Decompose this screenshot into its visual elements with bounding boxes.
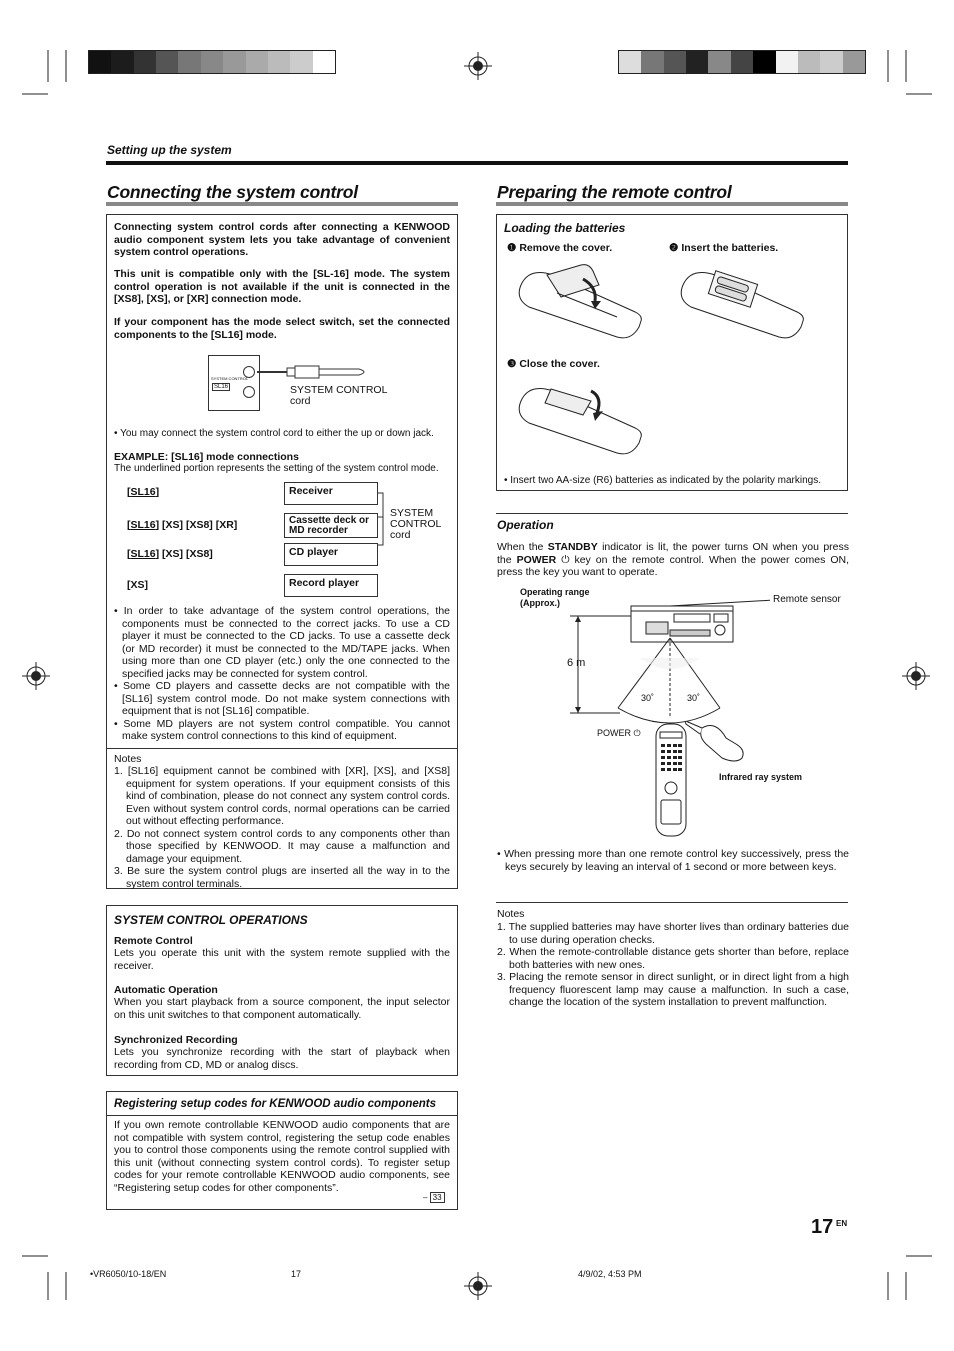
system-control-bracket xyxy=(377,491,387,549)
mode-row-record: [XS] xyxy=(127,579,148,591)
registration-mark-left xyxy=(22,662,50,690)
intro-1: Connecting system control cords after connecting a KENWOOD audio component system lets you take advantage of convenient system control operations. xyxy=(114,221,450,258)
connection-box xyxy=(106,214,458,889)
registration-mark-top xyxy=(464,52,492,80)
op-auto-desc: When you start playback from a source component, the input selector on this unit switches to that component automatically. xyxy=(114,996,450,1021)
reg-text: If you own remote controllable KENWOOD audio components that are not compatible with system control, registering the setup code enables you to control those components using the remote control supplied with this unit (without connecting system control cords). To register setup codes for your remote controllable KENWOOD audio components, see “Registering setup codes for other components”. xyxy=(114,1119,450,1194)
op-text-1: When the xyxy=(497,541,548,553)
mode-row-receiver: [SL16] xyxy=(127,486,160,498)
op-remote-name: Remote Control xyxy=(114,935,193,947)
op-remote-desc: Lets you operate this unit with the system remote supplied with the receiver. xyxy=(114,947,450,972)
infrared-label: Infrared ray system xyxy=(719,772,803,782)
note-item: 1. [SL16] equipment cannot be combined with [XR], [XS], and [XS8] equipment for system operations. If your equipment consists of this kind of combination, please do not connect any system control cords. Even without system control cords, normal operations can be carried out without effecting performance. xyxy=(114,765,450,827)
loading-batteries-box xyxy=(496,214,848,491)
remote-close-cover-illustration xyxy=(517,375,647,455)
reg-page-ref: – 33 xyxy=(423,1193,445,1202)
intro-3: If your component has the mode select switch, set the connected components to the [SL16] mode. xyxy=(114,316,450,341)
intro-2: This unit is compatible only with the [SL-16] mode. The system control operation is not available if the unit is connected in the [XS8], [XS], or [XR] connection mode. xyxy=(114,268,450,305)
bullet-item: • Some CD players and cassette decks are not compatible with the [SL16] system control mode. Do not make system connections with equipment that is not [SL16] compatible. xyxy=(114,680,450,717)
jack-panel xyxy=(208,355,260,411)
note-item: 3. Placing the remote sensor in direct sunlight, or in direct light from a high frequency fluorescent lamp may cause a malfunction. In such a case, change the location of the system installation to prevent malfunction. xyxy=(497,971,849,1008)
range-label-1: Operating range xyxy=(520,587,590,597)
running-head-rule xyxy=(106,161,848,165)
right-notes-rule xyxy=(496,902,848,903)
note-item: 2. When the remote-controllable distance gets shorter than before, replace both batteries with new ones. xyxy=(497,946,849,971)
distance-label: 6 m xyxy=(567,657,586,669)
bullet-item: • In order to take advantage of the system control operations, the components must be connected to the correct jacks. To use a CD player it must be connected to the CD jacks. To use a cassette deck (or MD recorder) it must be connected to the MD/TAPE jacks. When using more than one CD player (etc.) only the one connected to the specified jacks may be connected for system control. xyxy=(114,605,450,680)
remote-insert-batteries-illustration xyxy=(679,259,809,339)
bullet-item: • Some MD players are not system control compatible. You cannot make system control connections to this kind of equipment. xyxy=(114,717,450,742)
remote-open-cover-illustration xyxy=(517,259,647,339)
step-1: ❶ Remove the cover. xyxy=(507,242,613,254)
step-2: ❷ Insert the batteries. xyxy=(669,242,779,254)
sys-ctrl-3: cord xyxy=(390,529,411,541)
mode-sl16: SL16 xyxy=(130,519,156,531)
jack-down xyxy=(243,386,255,398)
mode-sl16: SL16 xyxy=(130,548,156,560)
mode-rest: [XS] [XS8] [XR] xyxy=(159,519,238,531)
step-1-text: Remove the cover. xyxy=(519,242,613,254)
footer-right: 4/9/02, 4:53 PM xyxy=(578,1269,642,1279)
power-icon: ⏻ xyxy=(633,728,641,738)
op-text-3: key on the remote control. When the power comes ON, press the key you want to operate. xyxy=(497,553,850,578)
note-item: 1. The supplied batteries may have shorter lives than ordinary batteries due to use during operation checks. xyxy=(497,921,849,946)
left-title-rule xyxy=(106,202,458,206)
remote-sensor-label: Remote sensor xyxy=(773,594,841,605)
mode-rest: [XS] [XS8] xyxy=(159,548,213,560)
operation-text xyxy=(497,541,849,579)
power-label-text: POWER xyxy=(597,728,632,738)
registration-mark-bottom xyxy=(464,1272,492,1300)
operation-rule xyxy=(496,513,848,514)
op-standby: STANDBY xyxy=(547,541,598,553)
cord-label-2: cord xyxy=(290,395,311,407)
notes-divider xyxy=(107,748,457,749)
device-receiver: Receiver xyxy=(284,482,378,505)
mode-row-cassette: [SL16] [XS] [XS8] [XR] xyxy=(127,519,238,531)
angle-right-label: 30˚ xyxy=(687,693,701,703)
page-number: 17 xyxy=(811,1216,834,1238)
operation-title: Operation xyxy=(497,518,554,532)
op-sync-desc: Lets you synchronize recording with the start of playback when recording from CD, MD or analog discs. xyxy=(114,1046,450,1071)
example-title: EXAMPLE: [SL16] mode connections xyxy=(114,451,299,463)
jack-sl16-label: SL16 xyxy=(214,384,229,390)
power-key-label xyxy=(597,728,641,739)
loading-title: Loading the batteries xyxy=(504,221,626,235)
right-section-title: Preparing the remote control xyxy=(497,182,732,202)
running-head: Setting up the system xyxy=(107,143,232,157)
bullet-jack-note: • You may connect the system control cord to either the up or down jack. xyxy=(114,428,434,439)
note-item: 3. Be sure the system control plugs are inserted all the way in to the system control terminals. xyxy=(114,865,450,890)
registering-setup-codes-box xyxy=(106,1091,458,1210)
notes-title: Notes xyxy=(114,753,142,765)
step-3: ❸ Close the cover. xyxy=(507,358,600,370)
step-3-text: Close the cover. xyxy=(519,358,600,370)
device-cd: CD player xyxy=(284,543,378,566)
example-subtitle: The underlined portion represents the setting of the system control mode. xyxy=(114,463,439,474)
page-ref-box: 33 xyxy=(430,1192,445,1203)
bullet-list xyxy=(114,605,450,743)
bullet-press-note xyxy=(497,848,849,873)
note-item: 2. Do not connect system control cords to any components other than those specified by KENWOOD. It may cause a malfunction and damage your equipment. xyxy=(114,827,450,865)
mode-sl16: SL16 xyxy=(130,486,156,498)
notes-list xyxy=(114,765,450,890)
bullet-item: • When pressing more than one remote control key successively, press the keys securely by leaving an interval of 1 second or more between keys. xyxy=(497,848,849,873)
jack-tiny-label: SYSTEM CONTROL xyxy=(211,376,249,381)
angle-left-label: 30˚ xyxy=(641,693,655,703)
op-sync-name: Synchronized Recording xyxy=(114,1034,238,1046)
reg-title: Registering setup codes for KENWOOD audio components xyxy=(114,1098,437,1110)
plug-cord-illustration xyxy=(257,363,377,381)
right-notes-list xyxy=(497,921,849,1009)
power-icon: ⏻ xyxy=(561,553,570,566)
footer-left: •VR6050/10-18/EN xyxy=(90,1269,167,1279)
cord-label-1: SYSTEM CONTROL xyxy=(290,384,388,396)
sys-ctrl-1: SYSTEM xyxy=(390,507,434,519)
system-control-operations-box xyxy=(106,905,458,1076)
range-label-2: (Approx.) xyxy=(520,598,560,608)
op-text-2: indicator is lit, the power turns ON when you press the xyxy=(497,541,849,566)
device-cassette: Cassette deck or MD recorder xyxy=(284,513,378,538)
right-notes-title: Notes xyxy=(497,908,525,920)
battery-note: • Insert two AA-size (R6) batteries as indicated by the polarity markings. xyxy=(504,475,821,486)
reg-rule xyxy=(107,1115,457,1116)
op-power: POWER xyxy=(516,553,557,566)
sys-ctrl-2: CONTROL xyxy=(390,518,442,530)
page-lang: EN xyxy=(836,1219,848,1228)
right-title-rule xyxy=(496,202,848,206)
op-auto-name: Automatic Operation xyxy=(114,984,218,996)
jack-up xyxy=(243,366,255,378)
left-section-title: Connecting the system control xyxy=(107,182,358,202)
device-record: Record player xyxy=(284,574,378,597)
ops-title: SYSTEM CONTROL OPERATIONS xyxy=(114,913,308,927)
operating-range-diagram xyxy=(570,598,770,838)
footer-center: 17 xyxy=(291,1269,302,1279)
registration-mark-right xyxy=(902,662,930,690)
mode-row-cd: [SL16] [XS] [XS8] xyxy=(127,548,213,560)
step-2-text: Insert the batteries. xyxy=(681,242,779,254)
